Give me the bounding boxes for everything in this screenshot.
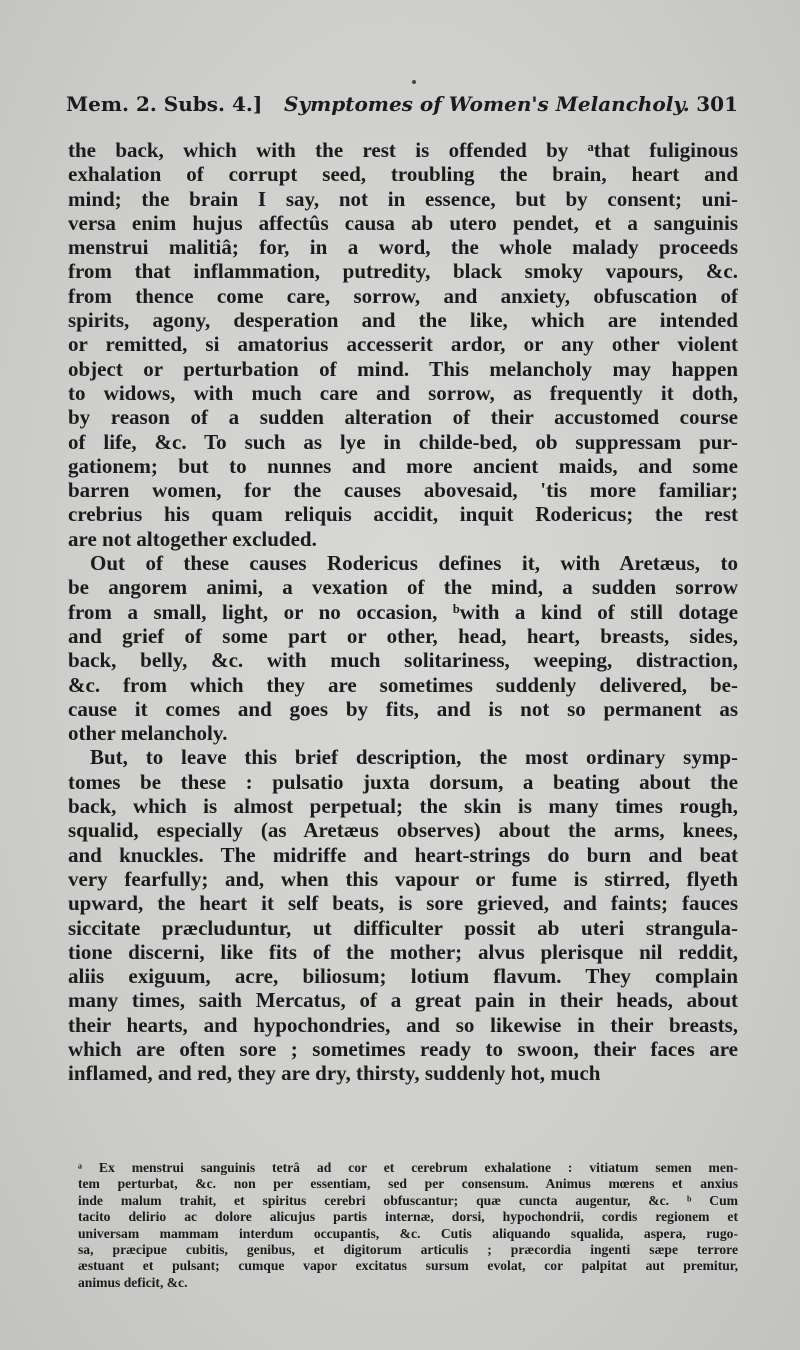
text-line: of life, &c. To such as lye in childe-bed, ob suppressam pur-	[68, 429, 738, 454]
text-line: squalid, especially (as Aretæus observes) about the arms, knees,	[68, 818, 738, 843]
text-line: other melancholy.	[68, 721, 228, 746]
text-line: the back, which with the rest is offended by ᵃthat fuliginous	[68, 138, 738, 162]
ink-speck	[412, 80, 416, 84]
text-line: versa enim hujus affectûs causa ab utero pendet, et a sanguinis	[68, 210, 738, 235]
footnote-line: tacito delirio ac dolore alicujus partis internæ, dorsi, hypochondrii, cordis regionem et	[78, 1209, 738, 1225]
text-line: object or perturbation of mind. This melancholy may happen	[68, 356, 738, 381]
running-title: Symptomes of Women's Melancholy.	[284, 92, 690, 116]
footnote-line: animus deficit, &c.	[78, 1274, 188, 1290]
text-line: inflamed, and red, they are dry, thirsty, suddenly hot, much	[68, 1061, 601, 1086]
footnote-line: æstuant et pulsant; cumque vapor excitatus sursum evolat, cor palpitat aut premitur,	[78, 1258, 738, 1274]
footnotes	[78, 1160, 738, 1291]
section-reference: Mem. 2. Subs. 4.]	[66, 92, 263, 116]
text-line: Out of these causes Rodericus defines it, with Aretæus, to	[90, 551, 738, 576]
text-line: very fearfully; and, when this vapour or fume is stirred, flyeth	[68, 866, 738, 891]
text-line: &c. from which they are sometimes suddenly delivered, be-	[68, 672, 738, 697]
text-line: from thence come care, sorrow, and anxiety, obfuscation of	[68, 283, 738, 308]
text-line: upward, the heart it self beats, is sore grieved, and faints; fauces	[68, 891, 738, 916]
text-line: to widows, with much care and sorrow, as frequently it doth,	[68, 380, 738, 405]
text-line: cause it comes and goes by fits, and is not so permanent as	[68, 696, 738, 721]
text-line: tione discerni, like fits of the mother; alvus plerisque nil reddit,	[68, 939, 738, 964]
text-line: back, belly, &c. with much solitariness, weeping, distraction,	[68, 648, 738, 673]
text-line: back, which is almost perpetual; the skin is many times rough,	[68, 794, 738, 819]
text-line: from a small, light, or no occasion, ᵇwith a kind of still dotage	[68, 599, 738, 624]
footnote-line: tem perturbat, &c. non per essentiam, sed per consensum. Animus mœrens et anxius	[78, 1176, 738, 1192]
text-line: their hearts, and hypochondries, and so likewise in their breasts,	[68, 1012, 738, 1037]
footnote-line: universam mammam interdum occupantis, &c. Cutis aliquando squalida, aspera, rugo-	[78, 1225, 738, 1241]
text-line: spirits, agony, desperation and the like, which are intended	[68, 308, 738, 333]
text-line: by reason of a sudden alteration of their accustomed course	[68, 405, 738, 430]
text-line: from that inflammation, putredity, black smoky vapours, &c.	[68, 259, 738, 284]
text-line: tomes be these : pulsatio juxta dorsum, a beating about the	[68, 769, 738, 794]
text-line: menstrui malitiâ; for, in a word, the whole malady proceeds	[68, 235, 738, 260]
page-number: 301	[696, 92, 738, 116]
footnote-line: inde malum trahit, et spiritus cerebri obfuscantur; quæ cuncta augentur, &c. ᵇ Cum	[78, 1192, 738, 1208]
text-line: aliis exiguum, acre, biliosum; lotium flavum. They complain	[68, 964, 738, 989]
text-line: barren women, for the causes abovesaid, 'tis more familiar;	[68, 478, 738, 503]
text-line: and grief of some part or other, head, heart, breasts, sides,	[68, 623, 738, 648]
text-line: mind; the brain I say, not in essence, but by consent; uni-	[68, 186, 738, 211]
text-line: siccitate præcluduntur, ut difficulter possit ab uteri strangula-	[68, 915, 738, 940]
text-line: gationem; but to nunnes and more ancient maids, and some	[68, 453, 738, 478]
text-line: exhalation of corrupt seed, troubling the brain, heart and	[68, 162, 738, 187]
footnote-line: ᵃ Ex menstrui sanguinis tetrâ ad cor et cerebrum exhalatione : vitiatum semen men-	[78, 1160, 738, 1175]
running-header	[66, 92, 738, 128]
text-line: But, to leave this brief description, the most ordinary symp-	[90, 745, 738, 770]
text-line: are not altogether excluded.	[68, 526, 317, 551]
text-line: be angorem animi, a vexation of the mind, a sudden sorrow	[68, 575, 738, 600]
text-line: crebrius his quam reliquis accidit, inquit Rodericus; the rest	[68, 502, 738, 527]
text-line: many times, saith Mercatus, of a great pain in their heads, about	[68, 988, 738, 1013]
text-line: and knuckles. The midriffe and heart-strings do burn and beat	[68, 842, 738, 867]
footnote-line: sa, præcipue cubitis, genibus, et digitorum articulis ; præcordia ingenti sæpe terrore	[78, 1242, 738, 1258]
text-line: which are often sore ; sometimes ready to swoon, their faces are	[68, 1036, 738, 1061]
main-text	[68, 138, 738, 1086]
text-line: or remitted, si amatorius accesserit ardor, or any other violent	[68, 332, 738, 357]
